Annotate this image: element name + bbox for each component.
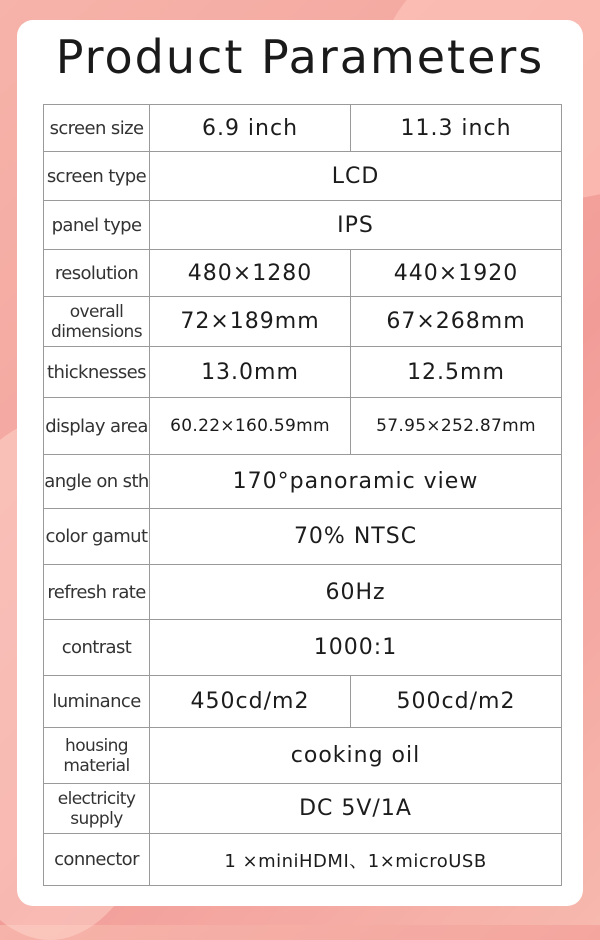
table-row [44, 620, 562, 676]
row-value: 67×268mm [351, 297, 562, 347]
row-label: connector [44, 834, 150, 886]
row-label-line: electricity [57, 788, 136, 809]
row-value: IPS [150, 201, 562, 250]
row-label: display area [44, 398, 150, 455]
table-row [44, 455, 562, 509]
table-row [44, 784, 562, 834]
row-label: thicknesses [44, 347, 150, 398]
row-label-line: supply [70, 808, 123, 829]
table-row [44, 565, 562, 620]
row-value: 500cd/m2 [351, 676, 562, 728]
table-row [44, 201, 562, 250]
table-row [44, 398, 562, 455]
row-label-line: dimensions [51, 321, 142, 342]
row-label: refresh rate [44, 565, 150, 620]
row-value: 170°panoramic view [150, 455, 562, 509]
table-row [44, 250, 562, 297]
row-label: contrast [44, 620, 150, 676]
table-row [44, 676, 562, 728]
row-value: 11.3 inch [351, 105, 562, 152]
row-value: 60.22×160.59mm [150, 398, 351, 455]
table-row [44, 728, 562, 784]
table-row [44, 509, 562, 565]
row-value: 1000:1 [150, 620, 562, 676]
row-value: 450cd/m2 [150, 676, 351, 728]
row-value: 6.9 inch [150, 105, 351, 152]
row-label [44, 784, 150, 834]
table-row [44, 834, 562, 886]
table-row [44, 297, 562, 347]
row-value: 72×189mm [150, 297, 351, 347]
page-title: Product Parameters [55, 30, 545, 84]
parameters-table [43, 104, 562, 886]
row-label: resolution [44, 250, 150, 297]
row-value: LCD [150, 152, 562, 201]
row-label-line: housing [65, 735, 128, 756]
row-label: panel type [44, 201, 150, 250]
row-label [44, 728, 150, 784]
row-value: DC 5V/1A [150, 784, 562, 834]
row-value: 440×1920 [351, 250, 562, 297]
row-label: screen size [44, 105, 150, 152]
row-value: 70% NTSC [150, 509, 562, 565]
row-value: 1 ×miniHDMI、1×microUSB [150, 834, 562, 886]
row-value: 13.0mm [150, 347, 351, 398]
table-row [44, 105, 562, 152]
row-value: 12.5mm [351, 347, 562, 398]
row-label-line: material [63, 755, 130, 776]
row-value: 480×1280 [150, 250, 351, 297]
row-label: angle on sth [44, 455, 150, 509]
row-label: screen type [44, 152, 150, 201]
row-label-line: overall [69, 301, 124, 322]
row-label [44, 297, 150, 347]
table-row [44, 152, 562, 201]
row-label: luminance [44, 676, 150, 728]
row-label: color gamut [44, 509, 150, 565]
table-row [44, 347, 562, 398]
row-value: 57.95×252.87mm [351, 398, 562, 455]
row-value: 60Hz [150, 565, 562, 620]
row-value: cooking oil [150, 728, 562, 784]
